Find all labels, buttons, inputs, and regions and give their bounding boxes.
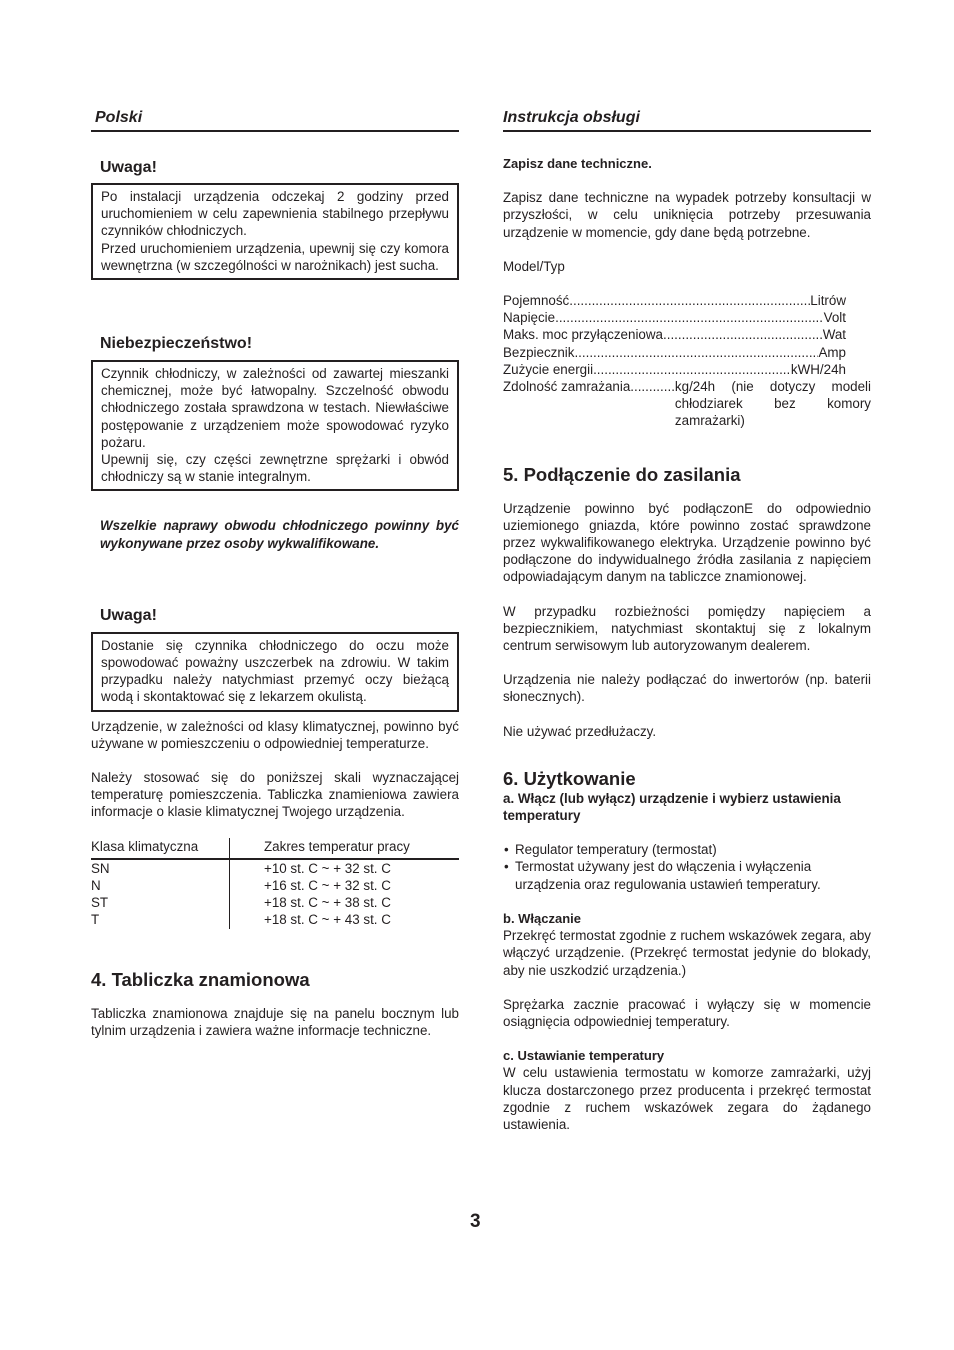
climate-class: T [91, 911, 230, 928]
spec-unit: Amp [818, 344, 846, 360]
section-6-title: 6. Użytkowanie [503, 767, 636, 789]
danger-box [91, 360, 459, 491]
table-header-row [91, 838, 459, 859]
temperature-range: +16 st. C ~ + 32 st. C [264, 878, 391, 894]
danger-text: Czynnik chłodniczy, w zależności od zawartej mieszanki chemicznej, może być łatwopalny. Szczelność obwodu chłodniczego została sprawdzona w testach. Niewłaściwe postępowanie z urządzeniem może spowodować ryzyko pożaru. [101, 366, 449, 450]
table-row [91, 877, 459, 894]
thermostat-bullet-list [503, 841, 871, 893]
subsection-c-title: c. Ustawianie temperatury [503, 1048, 665, 1064]
tech-data-title: Zapisz dane techniczne. [503, 156, 652, 171]
spec-label: Pojemność [503, 293, 570, 309]
climate-class: SN [91, 859, 230, 877]
temperature-range: +18 st. C ~ + 38 st. C [264, 895, 391, 911]
column-header-manual: Instrukcja obsługi [503, 108, 871, 132]
subsection-c-text: W celu ustawienia termostatu w komorze zamrażarki, użyj klucza dostarczonego przez producenta i przekręć termostat zgodnie z ruchem wskazówek zegara do żądanego ustawienia. [503, 1065, 871, 1132]
spec-row-freezing [503, 378, 871, 430]
spec-row [503, 326, 846, 343]
warning-text: Po instalacji urządzenia odczekaj 2 godziny przed uruchomieniem w celu zapewnienia stabilnego przepływu czynników chłodniczych. [101, 189, 449, 239]
subsection-b-text-2: Sprężarka zacznie pracować i wyłączy się w momencie osiągnięcia odpowiedniej temperatury. [503, 996, 871, 1029]
warning-heading-2: Uwaga! [100, 606, 157, 624]
subsection-b-text: Przekręć termostat zgodnie z ruchem wskazówek zegara, aby włączyć urządzenie. (Przekręć termostat jedynie do blokady, aby nie uszkodzić urządzenia.) [503, 928, 871, 978]
column-header-class: Klasa klimatyczna [91, 838, 230, 859]
eye-warning-text: Dostanie się czynnika chłodniczego do oczu może spowodować poważny uszczerbek na zdrowiu. W takim przypadku należy natychmiast przemyć oczy bieżącą wodą i skontaktować się z lekarzem okulistą. [101, 637, 449, 705]
climate-class: N [91, 877, 230, 894]
column-header-range: Zakres temperatur pracy [230, 838, 460, 859]
spec-dots [574, 344, 818, 361]
spec-label: Zużycie energii [503, 361, 594, 377]
repair-note: Wszelkie naprawy obwodu chłodniczego powinny być wykonywane przez osoby wykwalifikowane. [100, 518, 459, 551]
section-5-text: Nie używać przedłużaczy. [503, 723, 657, 739]
spec-row [503, 309, 846, 326]
eye-warning-box [91, 632, 459, 712]
table-row [91, 859, 459, 877]
subsection-b-title: b. Włączanie [503, 910, 582, 926]
section-4-title: 4. Tabliczka znamionowa [91, 968, 310, 990]
column-header-language: Polski [91, 108, 459, 132]
warning-heading: Uwaga! [100, 159, 157, 176]
spec-label: Zdolność zamrażania............ [503, 379, 675, 395]
section-5-text: Urządzenia nie należy podłączać do inwertorów (np. baterii słonecznych). [503, 672, 871, 705]
climate-class: ST [91, 894, 230, 911]
spec-label: Napięcie [503, 310, 556, 326]
table-row [91, 894, 459, 911]
subsection-a-title: a. Włącz (lub wyłącz) urządzenie i wybierz ustawienia temperatury [503, 790, 841, 824]
danger-heading: Niebezpieczeństwo! [100, 335, 253, 353]
spec-row [503, 292, 846, 309]
spec-label: Maks. moc przyłączeniowa [503, 327, 663, 343]
section-5-title: 5. Podłączenie do zasilania [503, 463, 741, 485]
temperature-range: +10 st. C ~ + 32 st. C [264, 860, 391, 876]
right-column [503, 108, 871, 1133]
climate-scale-text: Należy stosować się do poniższej skali wyznaczającej temperaturę pomieszczenia. Tabliczka znamieniowa zawiera informacje o klasie klimatycznej Twojego urządzenia. [91, 770, 459, 820]
section-4-text: Tabliczka znamionowa znajduje się na panelu bocznym lub tylnim urządzenia i zawiera ważne informacje techniczne. [91, 1005, 459, 1038]
table-row [91, 911, 459, 928]
spec-unit: Litrów [810, 293, 846, 309]
spec-row [503, 344, 846, 361]
spec-unit: kWH/24h [790, 361, 846, 377]
spec-dots [593, 361, 791, 378]
section-5-text: W przypadku rozbieżności pomiędzy napięciem a bezpiecznikiem, natychmiast skontaktuj się z lokalnym centrum serwisowym lub autoryzowanym dealerem. [503, 603, 871, 654]
temperature-range: +18 st. C ~ + 43 st. C [264, 912, 391, 928]
warning-box [91, 183, 459, 280]
spec-unit: Wat [822, 327, 846, 343]
spec-unit: kg/24h (nie dotyczy modeli chłodziarek bez komory zamrażarki) [674, 379, 871, 429]
tech-data-text: Zapisz dane techniczne na wypadek potrzeby konsultacji w przyszłości, w celu uniknięcia potrzeby przesuwania urządzenie w momencie, gdy dane będą potrzebne. [503, 190, 871, 240]
spec-dots [569, 292, 810, 309]
spec-dots [663, 326, 823, 343]
climate-intro: Urządzenie, w zależności od klasy klimatycznej, powinno być używane w pomieszczeniu o odpowiedniej temperaturze. [91, 718, 459, 751]
warning-text: Przed uruchomieniem urządzenia, upewnij się czy komora wewnętrzna (w szczególności w narożnikach) jest sucha. [101, 240, 449, 273]
section-5-text: Urządzenie powinno być podłączonE do odpowiednio uziemionego gniazda, które powinno zostać sprawdzone przez wykwalifikowanego elektryka. Urządzenie powinno być podłączone do indywidualnego źródła zasilania z napięciem odpowiadającym danym na tabliczce znamionowej. [503, 500, 871, 585]
list-item: • Regulator temperatury (termostat) [503, 841, 871, 858]
spec-row [503, 361, 846, 378]
climate-class-table [91, 838, 459, 929]
spec-unit: Volt [823, 310, 846, 326]
model-type-label: Model/Typ [503, 258, 565, 274]
spec-label: Bezpiecznik [503, 344, 575, 360]
left-column [91, 108, 459, 1039]
page-number: 3 [470, 1211, 481, 1232]
danger-text: Upewnij się, czy części zewnętrzne sprężarki i obwód chłodniczy są w stanie integralnym. [101, 452, 449, 485]
spec-list [503, 292, 846, 378]
list-item: • Termostat używany jest do włączenia i wyłączenia urządzenia oraz regulowania ustawień temperatury. [503, 858, 871, 892]
spec-dots [555, 309, 824, 326]
